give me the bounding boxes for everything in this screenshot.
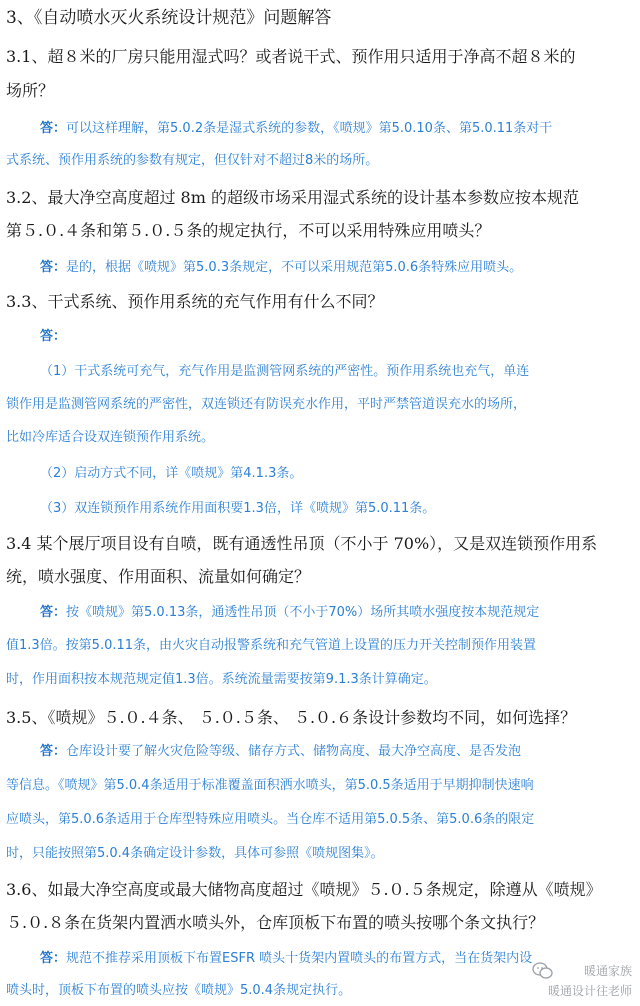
answer-3-3-line-3: 比如冷库适合设双连锁预作用系统。 <box>6 430 215 445</box>
answer-3-5-line-4: 时，只能按照第5.0.4条确定设计参数，具体可参照《喷规图集》。 <box>6 846 384 861</box>
question-3-4-line-1: 3.4 某个展厅项目设有自喷，既有通透性吊顶（不小于 70%），又是双连锁预作用系 <box>6 534 598 553</box>
answer-3-3-line-4: （2）启动方式不同，详《喷规》第4.1.3条。 <box>40 466 303 481</box>
answer-text: 按《喷规》第5.0.13条，通透性吊顶（不小于70%）场所其喷水强度按本规范规定 <box>66 605 540 620</box>
watermark-sub: 暖通设计往老师 <box>547 984 632 998</box>
answer-text: 是的，根据《喷规》第5.0.3条规定，不可以采用规范第5.0.6条特殊应用喷头。 <box>66 260 523 275</box>
answer-label: 答： <box>40 329 67 344</box>
answer-3-3-line-1: （1）干式系统可充气，充气作用是监测管网系统的严密性。预作用系统也充气，单连 <box>40 364 530 379</box>
answer-text: 规范不推荐采用顶板下布置ESFR 喷头十货架内置喷头的布置方式，当在货架内设 <box>66 951 533 966</box>
answer-3-2-line-1 <box>40 257 640 279</box>
answer-3-3-line-2: 锁作用是监测管网系统的严密性，双连锁还有防误充水作用，平时严禁管道误充水的场所， <box>6 397 527 412</box>
question-3-3-line-1: 3.3、干式系统、预作用系统的充气作用有什么不同？ <box>6 292 384 311</box>
wechat-logo-icon <box>532 962 554 980</box>
answer-label: 答： <box>40 605 67 620</box>
question-3-6-line-2: ５.０.８条在货架内置洒水喷头外，仓库顶板下布置的喷头按哪个条文执行？ <box>6 913 545 932</box>
answer-label: 答： <box>40 260 67 275</box>
watermark-name: 暖通家族 <box>583 964 632 978</box>
answer-3-4-line-1 <box>40 602 640 624</box>
question-3-2-line-2: 第５.０.４条和第５.０.５条的规定执行，不可以采用特殊应用喷头？ <box>6 221 491 240</box>
question-3-1-line-2: 场所？ <box>6 81 55 100</box>
question-3-2-line-1: 3.2、最大净空高度超过 8m 的超级市场采用湿式系统的设计基本参数应按本规范 <box>6 188 579 207</box>
answer-3-5-line-3: 应喷头，第5.0.6条适用于仓库型特殊应用喷头。当仓库不适用第5.0.5条、第5.0.6条的限定 <box>6 812 535 827</box>
page-title: 3、《自动喷水灭火系统设计规范》问题解答 <box>6 8 332 28</box>
question-3-5-line-1: 3.5、《喷规》５.０.４条、 ５.０.５条、 ５.０.６条设计参数均不同，如何选择？ <box>6 708 577 727</box>
answer-3-1-line-2: 式系统、预作用系统的参数有规定，但仅针对不超过8米的场所。 <box>6 153 379 168</box>
answer-3-5-line-2: 等信息。《喷规》第5.0.4条适用于标准覆盖面积洒水喷头，第5.0.5条适用于早期抑制快速响 <box>6 778 534 793</box>
answer-3-4-line-3: 时，作用面积按本规范规定值1.3倍。系统流量需要按第9.1.3条计算确定。 <box>6 672 437 687</box>
answer-text: 仓库设计要了解火灾危险等级、储存方式、储物高度、最大净空高度、是否发泡 <box>66 744 522 759</box>
question-3-6-line-1: 3.6、如最大净空高度或最大储物高度超过《喷规》５.０.５条规定，除遵从《喷规》 <box>6 880 602 899</box>
watermark <box>512 962 632 1002</box>
answer-3-6-line-2: 喷头时，顶板下布置的喷头应按《喷规》5.0.4条规定执行。 <box>6 983 352 998</box>
answer-text: 可以这样理解，第5.0.2条是湿式系统的参数，《喷规》第5.0.10条、第5.0.11条对干 <box>66 121 553 136</box>
question-3-4-line-2: 统，喷水强度、作用面积、流量如何确定？ <box>6 567 311 586</box>
answer-label: 答： <box>40 744 67 759</box>
answer-3-1-line-1 <box>40 118 640 140</box>
answer-label: 答： <box>40 121 67 136</box>
question-3-1-line-1: 3.1、超８米的厂房只能用湿式吗？或者说干式、预作用只适用于净高不超８米的 <box>6 47 576 66</box>
answer-3-5-line-1 <box>40 741 640 763</box>
answer-3-3-label <box>40 326 640 348</box>
answer-3-4-line-2: 值1.3倍。按第5.0.11条，由火灾自动报警系统和充气管道上设置的压力开关控制预作用装置 <box>6 638 537 653</box>
answer-3-3-line-5: （3）双连锁预作用系统作用面积要1.3倍，详《喷规》第5.0.11条。 <box>40 501 436 516</box>
answer-label: 答： <box>40 951 67 966</box>
